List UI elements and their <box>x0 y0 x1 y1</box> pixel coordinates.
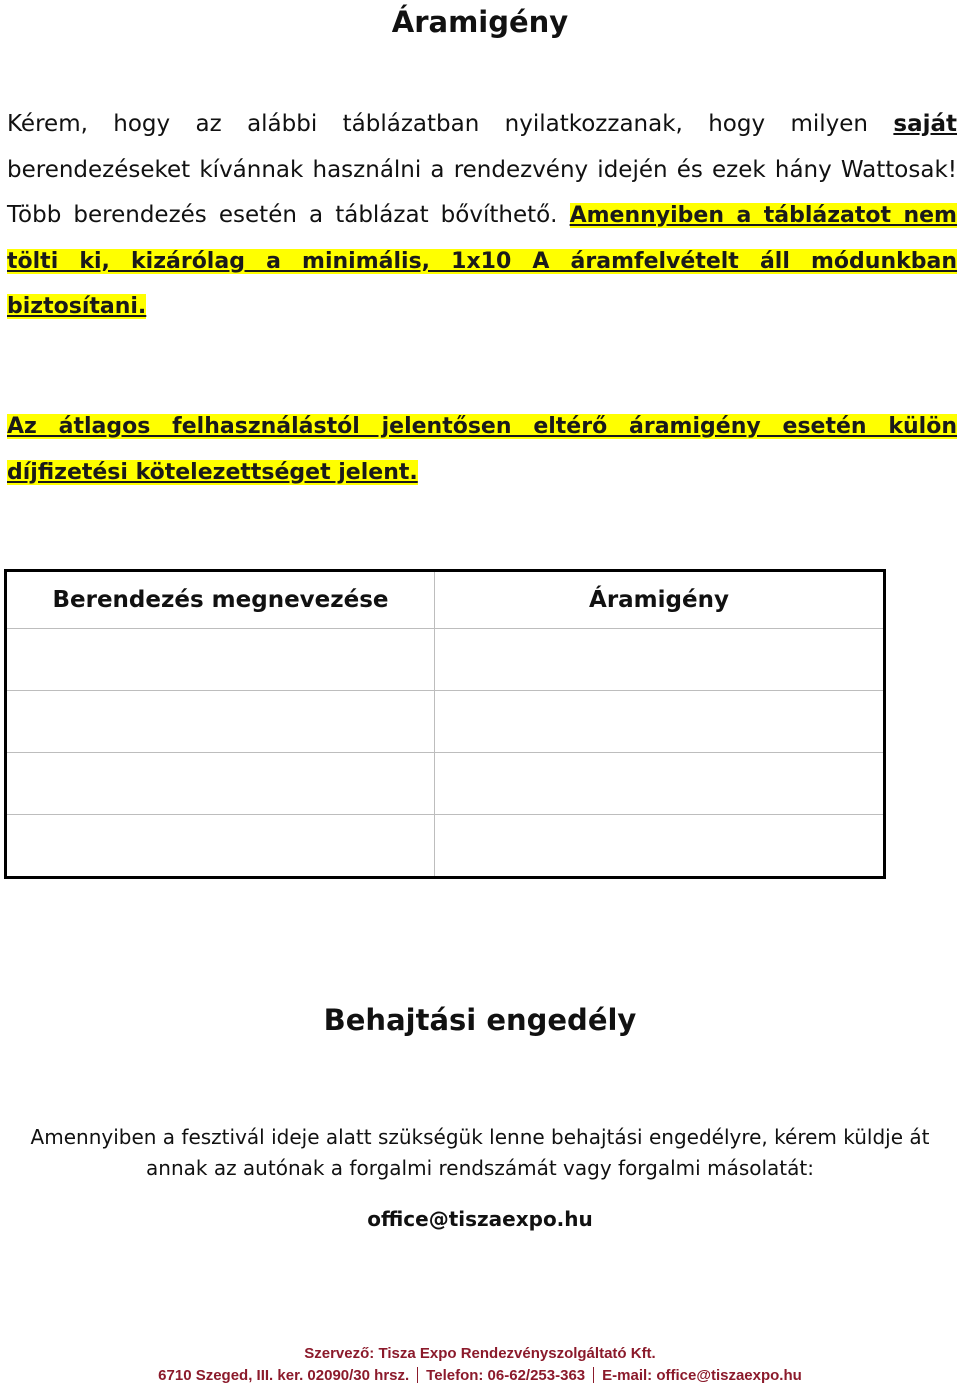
table-header-row <box>6 571 885 629</box>
intro-highlight: Amennyiben a táblázatot nem tölti ki, kizárólag a minimális, 1x10 A áramfelvételt áll módunkban biztosítani. <box>7 203 957 319</box>
notice-paragraph <box>7 404 957 495</box>
device-name-cell[interactable] <box>6 691 435 753</box>
footer-organizer: Szervező: Tisza Expo Rendezvényszolgáltató Kft. <box>304 1345 656 1362</box>
contact-email[interactable]: office@tiszaexpo.hu <box>367 1207 593 1231</box>
table-row <box>6 629 885 691</box>
table-row <box>6 753 885 815</box>
intro-text-start: Kérem, hogy az alábbi táblázatban nyilatkozzanak, hogy milyen <box>7 111 894 137</box>
driving-permit-title: Behajtási engedély <box>323 1003 637 1037</box>
driving-permit-text: Amennyiben a fesztivál ideje alatt szükségük lenne behajtási engedélyre, kérem küldje át annak az autónak a forgalmi rendszámát vagy forgalmi másolatát: <box>30 1125 930 1180</box>
notice-highlight: Az átlagos felhasználástól jelentősen eltérő áramigény esetén külön díjfizetési kötelezettséget jelent. <box>7 414 957 485</box>
power-requirement-table <box>4 569 886 879</box>
page-title: Áramigény <box>391 5 569 39</box>
device-name-cell[interactable] <box>6 815 435 878</box>
intro-paragraph <box>7 102 957 330</box>
footer-email[interactable]: E-mail: office@tiszaexpo.hu <box>602 1367 802 1384</box>
table-row <box>6 815 885 878</box>
footer-contact-line <box>0 1365 960 1387</box>
device-name-cell[interactable] <box>6 629 435 691</box>
power-requirement-cell[interactable] <box>435 753 885 815</box>
footer-phone: Telefon: 06-62/253-363 <box>426 1367 586 1384</box>
intro-text-middle: berendezéseket kívánnak használni a rendezvény idején és ezek hány Wattosak! Több berendezés esetén a táblázat bővíthető. <box>7 156 957 228</box>
header-power-requirement: Áramigény <box>435 571 885 629</box>
footer-separator <box>417 1367 418 1383</box>
table-row <box>6 691 885 753</box>
power-requirement-cell[interactable] <box>435 815 885 878</box>
footer-separator <box>593 1367 594 1383</box>
power-requirement-cell[interactable] <box>435 691 885 753</box>
device-name-cell[interactable] <box>6 753 435 815</box>
header-device-name: Berendezés megnevezése <box>6 571 435 629</box>
power-requirement-cell[interactable] <box>435 629 885 691</box>
intro-emphasis: saját <box>893 111 957 137</box>
footer-address: 6710 Szeged, III. ker. 02090/30 hrsz. <box>158 1367 410 1384</box>
